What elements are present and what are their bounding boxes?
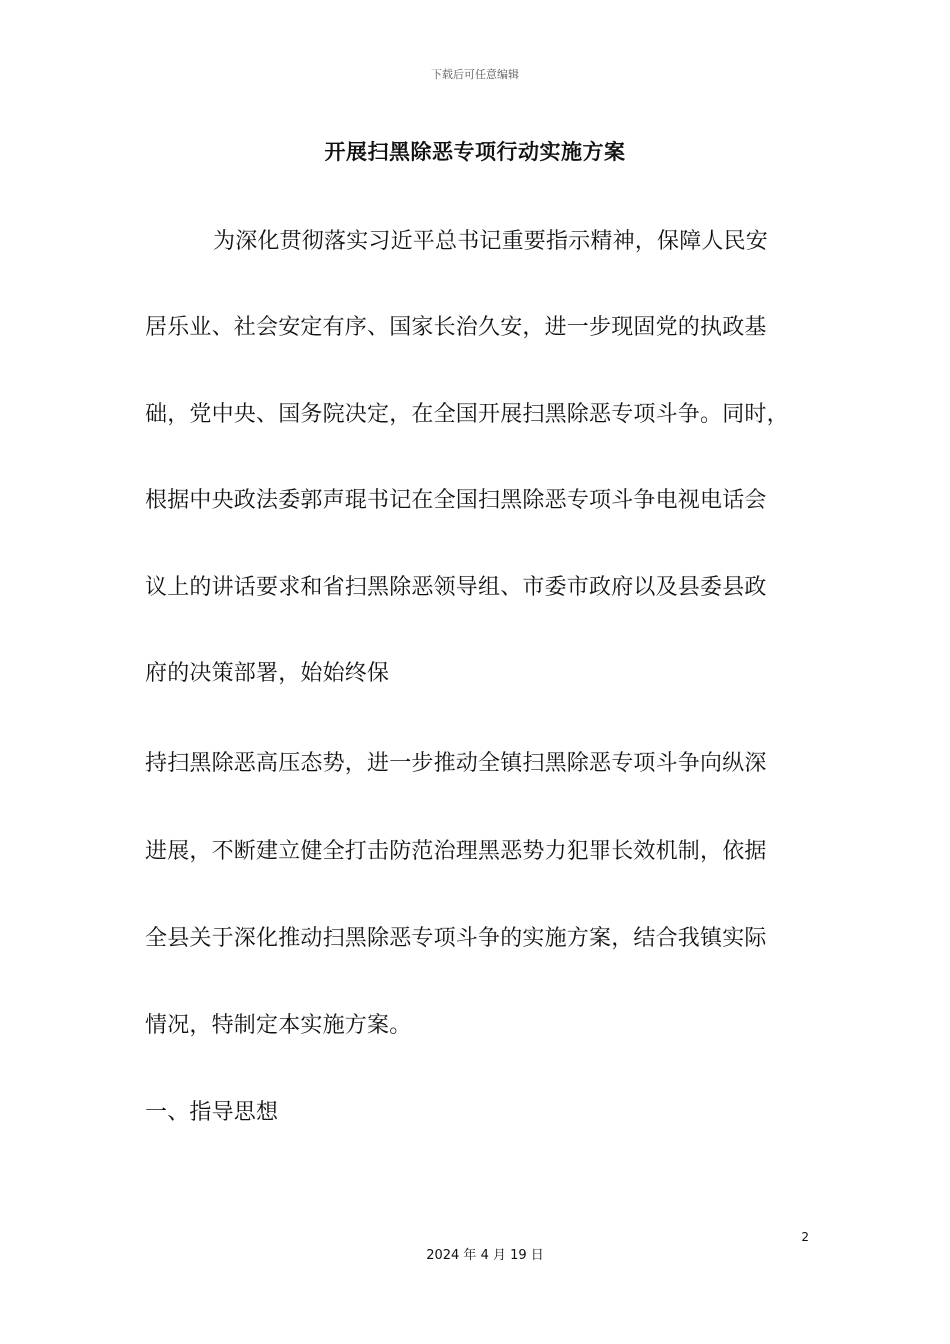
paragraph-line: 议上的讲话要求和省扫黑除恶领导组、市委市政府以及县委县政 [145,575,767,600]
paragraph-line: 础，党中央、国务院决定，在全国开展扫黑除恶专项斗争。同时， [145,402,789,427]
paragraph-line: 府的决策部署，始始终保 [145,661,390,686]
document-title: 开展扫黑除恶专项行动实施方案 [324,140,626,164]
page-number: 2 [801,1230,809,1244]
footer-date: 2024 年 4 月 19 日 [426,1248,544,1263]
paragraph-line: 全县关于深化推动扫黑除恶专项斗争的实施方案，结合我镇实际 [145,926,767,951]
header-note: 下载后可任意编辑 [431,68,519,81]
paragraph-line: 根据中央政法委郭声琨书记在全国扫黑除恶专项斗争电视电话会 [145,488,767,513]
paragraph-line: 居乐业、社会安定有序、国家长治久安，进一步现固党的执政基 [145,315,767,340]
paragraph-line: 进展，不断建立健全打击防范治理黑恶势力犯罪长效机制，依据 [145,839,767,864]
paragraph-line: 持扫黑除恶高压态势，进一步推动全镇扫黑除恶专项斗争向纵深 [145,751,767,776]
section-heading: 一、指导思想 [145,1100,279,1125]
paragraph-line: 情况，特制定本实施方案。 [145,1013,412,1038]
paragraph-line: 为深化贯彻落实习近平总书记重要指示精神，保障人民安 [213,229,769,254]
